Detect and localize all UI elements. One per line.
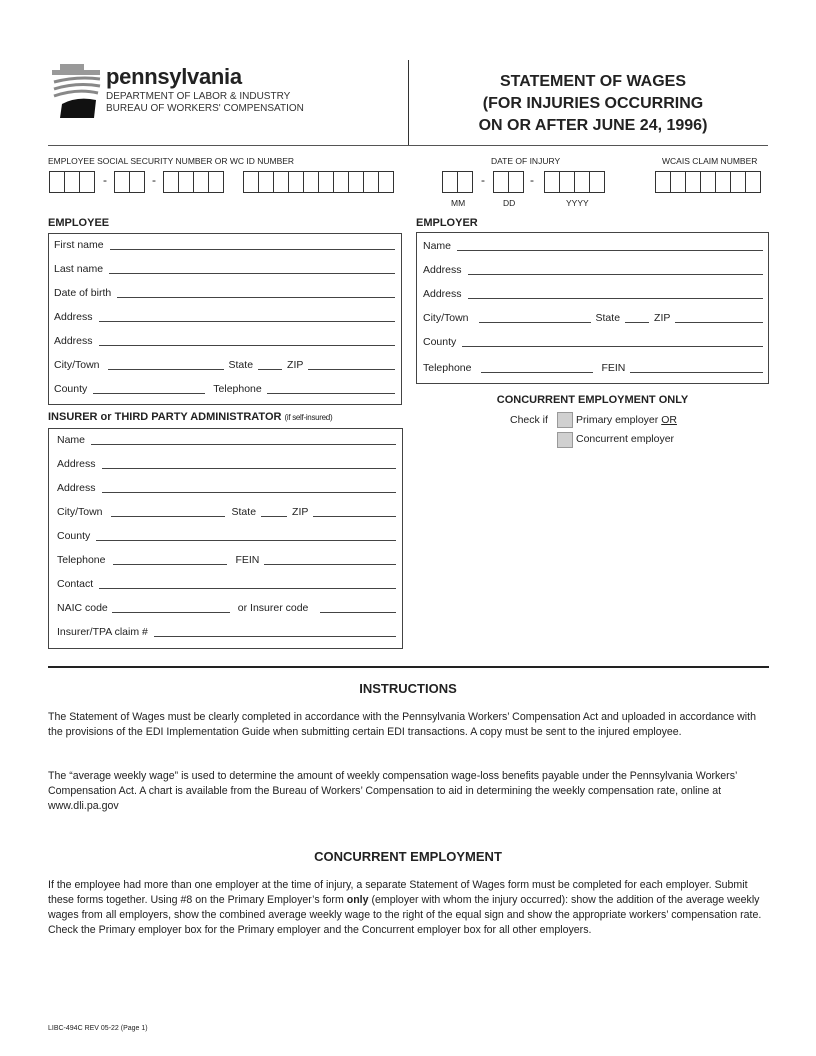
field-label: Name <box>57 434 86 446</box>
instructions-p2-text: The “average weekly wage” is used to determine the amount of weekly compensation wage-loss benefits payable under the Pennsylvania Workers’ Compensation Act. A chart is available from the Bureau of Workers’ Compensation to aid in determining the weekly compensation rate, online at <box>48 770 737 797</box>
concurrent-bold-text: only <box>346 894 369 906</box>
field-label: Telephone <box>57 554 106 566</box>
title-line: ON OR AFTER JUNE 24, 1996) <box>478 117 708 134</box>
bureau-name: BUREAU OF WORKERS' COMPENSATION <box>106 103 304 114</box>
check-if-label: Check if <box>510 414 548 426</box>
insurer-contact-field[interactable] <box>57 578 396 591</box>
instructions-paragraph-1: The Statement of Wages must be clearly completed in accordance with the Pennsylvania Workers’ Compensation Act and uploaded in accordance with the provisions of the EDI Implementation Guide when submitting certain EDI transactions. A copy must be sent to the injured employee. <box>48 711 757 738</box>
wcais-claim-input[interactable] <box>655 171 760 193</box>
field-label: State <box>228 359 254 371</box>
insurer-heading <box>48 411 332 423</box>
employee-county-telephone-field[interactable] <box>54 383 395 396</box>
field-label: First name <box>54 239 104 251</box>
field-label: ZIP <box>292 506 309 518</box>
concurrent-employment-paragraph <box>48 878 770 938</box>
field-label: FEIN <box>235 554 260 566</box>
logo-state-name: pennsylvania <box>106 64 242 89</box>
title-line: (FOR INJURIES OCCURRING <box>482 95 704 112</box>
field-label: Address <box>423 288 462 300</box>
employer-county-field[interactable] <box>423 336 763 349</box>
field-label: Address <box>423 264 462 276</box>
employee-dob-field[interactable] <box>54 287 395 300</box>
insurer-county-field[interactable] <box>57 530 396 543</box>
header-rule <box>48 145 768 146</box>
insurer-address-1-field[interactable] <box>57 458 396 471</box>
dash: - <box>530 173 534 187</box>
form-footer: LIBC-494C REV 05-22 (Page 1) <box>48 1025 148 1032</box>
field-label: Address <box>54 311 93 323</box>
employee-heading: EMPLOYEE <box>48 217 110 229</box>
field-label: County <box>57 530 91 542</box>
concurrent-employer-checkbox[interactable] <box>557 432 573 448</box>
employer-name-field[interactable] <box>423 240 763 253</box>
employee-address-1-field[interactable] <box>54 311 395 324</box>
or-label: OR <box>661 414 677 426</box>
mm-label: MM <box>451 198 466 208</box>
form-title <box>413 71 773 137</box>
field-label: County <box>54 383 88 395</box>
field-label: City/Town <box>423 312 469 324</box>
injury-year-input[interactable] <box>544 171 604 193</box>
dash: - <box>103 173 107 187</box>
instructions-paragraph-2 <box>48 769 770 814</box>
employee-city-state-zip-field[interactable] <box>54 359 395 372</box>
instructions-heading: INSTRUCTIONS <box>359 681 457 696</box>
field-label: Insurer/TPA claim # <box>57 626 148 638</box>
field-label: FEIN <box>601 362 626 374</box>
ssn-part1-input[interactable] <box>49 171 94 193</box>
concurrent-employer-label: Concurrent employer <box>576 433 675 445</box>
primary-employer-checkbox[interactable] <box>557 412 573 428</box>
field-label: ZIP <box>287 359 304 371</box>
insurer-heading-text: INSURER or THIRD PARTY ADMINISTRATOR <box>48 411 282 423</box>
primary-employer-label <box>576 414 677 426</box>
field-label: Address <box>57 458 96 470</box>
dash: - <box>152 173 156 187</box>
field-label: Telephone <box>213 383 262 395</box>
ssn-part2-input[interactable] <box>114 171 144 193</box>
concurrent-employment-heading: CONCURRENT EMPLOYMENT <box>314 849 502 864</box>
primary-label-text: Primary employer <box>576 414 662 426</box>
pa-keystone-logo-icon <box>52 64 102 120</box>
section-divider <box>48 666 769 668</box>
field-label: State <box>595 312 621 324</box>
field-label: ZIP <box>654 312 671 324</box>
yyyy-label: YYYY <box>566 198 589 208</box>
field-label: Last name <box>54 263 104 275</box>
field-label: NAIC code <box>57 602 108 614</box>
insurer-address-2-field[interactable] <box>57 482 396 495</box>
field-label: County <box>423 336 457 348</box>
concurrent-text: If the employee had more than one employer at the time of injury, a separate Statement of Wages form must be completed for each employer. Submit these forms together. Using #8 on the Primary Employer’s form <box>48 879 748 906</box>
dd-label: DD <box>503 198 516 208</box>
employer-address-1-field[interactable] <box>423 264 763 277</box>
field-label: Address <box>57 482 96 494</box>
insurer-telephone-fein-field[interactable] <box>57 554 396 567</box>
wc-id-input[interactable] <box>243 171 393 193</box>
injury-month-input[interactable] <box>442 171 472 193</box>
dash: - <box>481 173 485 187</box>
field-label: or Insurer code <box>237 602 309 614</box>
concurrent-text: (employer with whom the injury occurred): show the addition of the average weekly wages from all employers, show the combined average weekly wage to the right of the equal sign and show the appropriate workers’ compensation rate. Check the Primary employer box for the Primary employer and the Concurrent employer box for all other employers. <box>48 894 762 936</box>
injury-day-input[interactable] <box>493 171 523 193</box>
employer-heading: EMPLOYER <box>416 217 478 229</box>
field-label: City/Town <box>54 359 100 371</box>
date-of-injury-label: DATE OF INJURY <box>491 156 561 166</box>
employee-first-name-field[interactable] <box>54 239 395 252</box>
field-label: City/Town <box>57 506 103 518</box>
insurer-claim-number-field[interactable] <box>57 626 396 639</box>
field-label: State <box>231 506 257 518</box>
employer-telephone-fein-field[interactable] <box>423 362 763 375</box>
dli-website-link[interactable]: www.dli.pa.gov <box>48 800 119 812</box>
employer-city-state-zip-field[interactable] <box>423 312 763 325</box>
header-divider <box>408 60 409 145</box>
ssn-part3-input[interactable] <box>163 171 223 193</box>
field-label: Contact <box>57 578 94 590</box>
insurer-naic-code-field[interactable] <box>57 602 396 615</box>
field-label: Name <box>423 240 452 252</box>
wcais-label: WCAIS CLAIM NUMBER <box>662 156 758 166</box>
employee-address-2-field[interactable] <box>54 335 395 348</box>
title-line: STATEMENT OF WAGES <box>499 73 687 90</box>
employer-address-2-field[interactable] <box>423 288 763 301</box>
department-name: DEPARTMENT OF LABOR & INDUSTRY <box>106 91 291 102</box>
ssn-label: EMPLOYEE SOCIAL SECURITY NUMBER OR WC ID NUMBER <box>48 156 295 166</box>
insurer-name-field[interactable] <box>57 434 396 447</box>
employee-last-name-field[interactable] <box>54 263 395 276</box>
insurer-city-state-zip-field[interactable] <box>57 506 396 519</box>
concurrent-only-heading: CONCURRENT EMPLOYMENT ONLY <box>496 394 689 406</box>
field-label: Telephone <box>423 362 472 374</box>
insurer-heading-note: (if self-insured) <box>284 413 333 422</box>
field-label: Address <box>54 335 93 347</box>
field-label: Date of birth <box>54 287 112 299</box>
